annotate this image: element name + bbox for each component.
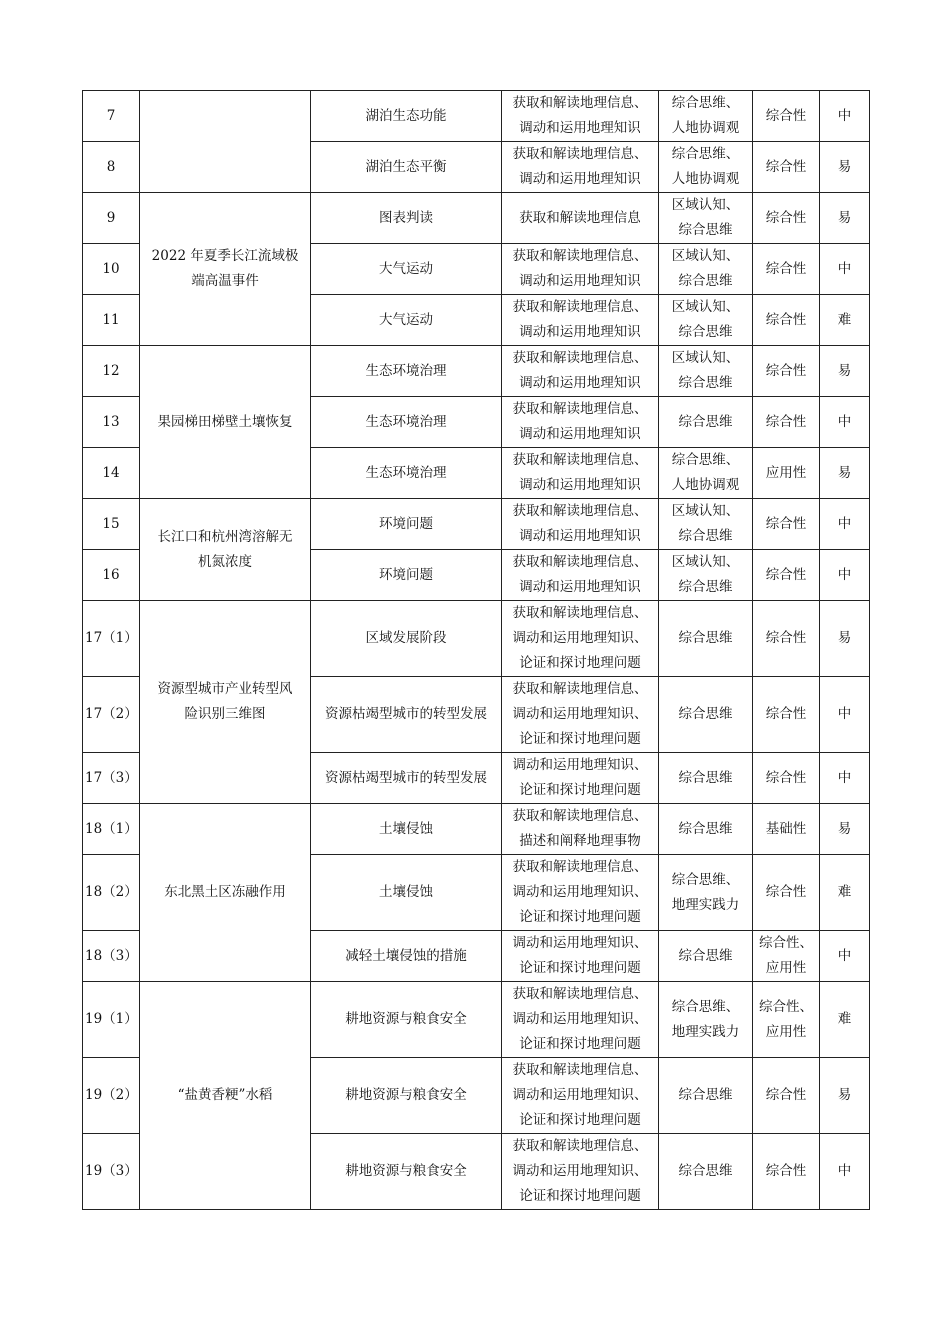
nature-cell bbox=[753, 931, 820, 982]
literacy-line: 综合思维 bbox=[678, 528, 733, 544]
table-row bbox=[83, 346, 870, 397]
question-number-cell: 18（2） bbox=[83, 855, 140, 931]
ability-line: 调动和运用地理知识 bbox=[519, 120, 641, 136]
ability-line: 调动和运用地理知识 bbox=[519, 273, 641, 289]
knowledge-topic-cell: 湖泊生态平衡 bbox=[311, 142, 502, 193]
context-cell bbox=[140, 499, 311, 601]
literacy-line: 人地协调观 bbox=[671, 120, 740, 136]
table-row bbox=[83, 193, 870, 244]
nature-line: 综合性 bbox=[765, 566, 807, 583]
table-row bbox=[83, 499, 870, 550]
knowledge-topic-cell: 环境问题 bbox=[311, 550, 502, 601]
ability-cell bbox=[502, 91, 659, 142]
difficulty-cell: 中 bbox=[820, 677, 870, 753]
question-number-cell: 15 bbox=[83, 499, 140, 550]
question-number-cell: 12 bbox=[83, 346, 140, 397]
nature-line: 综合性 bbox=[765, 1163, 807, 1179]
ability-line: 调动和运用地理知识 bbox=[519, 528, 641, 544]
ability-cell bbox=[502, 1134, 659, 1210]
context-cell bbox=[140, 982, 311, 1210]
ability-line: 调动和运用地理知识、 bbox=[512, 884, 648, 900]
nature-line: 应用性 bbox=[765, 1023, 807, 1040]
question-number-cell: 8 bbox=[83, 142, 140, 193]
context-cell bbox=[140, 193, 311, 346]
literacy-cell bbox=[659, 244, 753, 295]
context-line: 端高温事件 bbox=[191, 273, 259, 289]
literacy-line: 综合思维、 bbox=[671, 95, 740, 111]
knowledge-topic-cell: 大气运动 bbox=[311, 295, 502, 346]
literacy-cell bbox=[659, 295, 753, 346]
context-line: 2022 年夏季长江流域极 bbox=[151, 248, 299, 264]
nature-cell bbox=[753, 982, 820, 1058]
nature-line: 综合性 bbox=[765, 158, 807, 175]
difficulty-cell: 易 bbox=[820, 601, 870, 677]
ability-line: 获取和解读地理信息、 bbox=[512, 248, 648, 264]
nature-line: 综合性 bbox=[765, 107, 807, 124]
nature-line: 综合性 bbox=[765, 362, 807, 379]
nature-line: 综合性 bbox=[765, 769, 807, 786]
ability-line: 获取和解读地理信息、 bbox=[512, 95, 648, 111]
question-number-cell: 9 bbox=[83, 193, 140, 244]
ability-line: 调动和运用地理知识 bbox=[519, 477, 641, 493]
ability-line: 论证和探讨地理问题 bbox=[519, 655, 641, 671]
ability-line: 论证和探讨地理问题 bbox=[519, 960, 641, 976]
nature-cell bbox=[753, 448, 820, 499]
knowledge-topic-cell: 区域发展阶段 bbox=[311, 601, 502, 677]
knowledge-topic-cell: 生态环境治理 bbox=[311, 448, 502, 499]
nature-line: 综合性 bbox=[765, 884, 807, 900]
ability-line: 获取和解读地理信息、 bbox=[512, 554, 648, 570]
ability-line: 获取和解读地理信息、 bbox=[512, 350, 648, 366]
knowledge-topic-cell: 资源枯竭型城市的转型发展 bbox=[311, 677, 502, 753]
ability-line: 获取和解读地理信息、 bbox=[512, 605, 648, 621]
literacy-line: 人地协调观 bbox=[671, 477, 740, 493]
ability-cell bbox=[502, 346, 659, 397]
difficulty-cell: 中 bbox=[820, 1134, 870, 1210]
knowledge-topic-cell: 图表判读 bbox=[311, 193, 502, 244]
ability-line: 获取和解读地理信息、 bbox=[512, 1138, 648, 1154]
nature-cell bbox=[753, 499, 820, 550]
question-analysis-table bbox=[82, 90, 870, 1210]
nature-cell bbox=[753, 91, 820, 142]
nature-line: 综合性 bbox=[765, 260, 807, 277]
literacy-line: 区域认知、 bbox=[671, 503, 740, 519]
knowledge-topic-cell: 耕地资源与粮食安全 bbox=[311, 1058, 502, 1134]
literacy-cell bbox=[659, 448, 753, 499]
difficulty-cell: 中 bbox=[820, 91, 870, 142]
knowledge-topic-cell: 湖泊生态功能 bbox=[311, 91, 502, 142]
ability-line: 调动和运用地理知识 bbox=[519, 324, 641, 340]
difficulty-cell: 易 bbox=[820, 193, 870, 244]
ability-line: 获取和解读地理信息 bbox=[519, 209, 641, 226]
ability-line: 论证和探讨地理问题 bbox=[519, 1188, 641, 1204]
literacy-line: 综合思维 bbox=[678, 820, 733, 837]
nature-cell bbox=[753, 193, 820, 244]
ability-line: 调动和运用地理知识、 bbox=[512, 1163, 648, 1179]
nature-line: 综合性 bbox=[765, 413, 807, 430]
literacy-line: 区域认知、 bbox=[671, 248, 740, 264]
literacy-line: 综合思维 bbox=[678, 947, 733, 964]
context-line: “盐黄香粳”水稻 bbox=[177, 1087, 273, 1103]
literacy-line: 综合思维、 bbox=[671, 452, 740, 468]
literacy-line: 地理实践力 bbox=[671, 896, 740, 913]
question-number-cell: 17（1） bbox=[83, 601, 140, 677]
ability-cell bbox=[502, 601, 659, 677]
ability-cell bbox=[502, 193, 659, 244]
nature-cell bbox=[753, 855, 820, 931]
nature-line: 综合性 bbox=[765, 630, 807, 646]
literacy-line: 综合思维 bbox=[678, 324, 733, 340]
literacy-cell bbox=[659, 855, 753, 931]
literacy-line: 综合思维 bbox=[678, 579, 733, 595]
literacy-line: 综合思维、 bbox=[671, 146, 740, 162]
question-number-cell: 13 bbox=[83, 397, 140, 448]
knowledge-topic-cell: 环境问题 bbox=[311, 499, 502, 550]
knowledge-topic-cell: 生态环境治理 bbox=[311, 397, 502, 448]
table-row bbox=[83, 601, 870, 677]
ability-line: 调动和运用地理知识、 bbox=[512, 706, 648, 722]
literacy-cell bbox=[659, 804, 753, 855]
literacy-cell bbox=[659, 550, 753, 601]
literacy-cell bbox=[659, 397, 753, 448]
difficulty-cell: 易 bbox=[820, 346, 870, 397]
literacy-line: 综合思维、 bbox=[671, 871, 740, 888]
nature-cell bbox=[753, 550, 820, 601]
ability-line: 获取和解读地理信息、 bbox=[512, 146, 648, 162]
ability-line: 获取和解读地理信息、 bbox=[512, 503, 648, 519]
literacy-line: 综合思维 bbox=[678, 375, 733, 391]
ability-cell bbox=[502, 499, 659, 550]
nature-line: 综合性 bbox=[765, 311, 807, 328]
ability-line: 调动和运用地理知识、 bbox=[512, 630, 648, 646]
literacy-cell bbox=[659, 982, 753, 1058]
difficulty-cell: 中 bbox=[820, 244, 870, 295]
context-cell bbox=[140, 804, 311, 982]
ability-cell bbox=[502, 982, 659, 1058]
nature-line: 应用性 bbox=[765, 960, 807, 976]
ability-line: 调动和运用地理知识 bbox=[519, 579, 641, 595]
context-cell bbox=[140, 346, 311, 499]
literacy-line: 综合思维 bbox=[678, 273, 733, 289]
ability-line: 论证和探讨地理问题 bbox=[519, 782, 641, 798]
ability-cell bbox=[502, 550, 659, 601]
context-line: 机氮浓度 bbox=[198, 553, 252, 570]
nature-cell bbox=[753, 346, 820, 397]
difficulty-cell: 难 bbox=[820, 982, 870, 1058]
ability-cell bbox=[502, 804, 659, 855]
ability-cell bbox=[502, 931, 659, 982]
nature-cell bbox=[753, 142, 820, 193]
ability-line: 论证和探讨地理问题 bbox=[519, 1112, 641, 1128]
literacy-cell bbox=[659, 601, 753, 677]
ability-line: 获取和解读地理信息、 bbox=[512, 452, 648, 468]
difficulty-cell: 易 bbox=[820, 1058, 870, 1134]
literacy-cell bbox=[659, 677, 753, 753]
nature-cell bbox=[753, 295, 820, 346]
literacy-line: 综合思维 bbox=[678, 706, 733, 722]
ability-line: 论证和探讨地理问题 bbox=[519, 731, 641, 747]
ability-line: 获取和解读地理信息、 bbox=[512, 401, 648, 417]
question-number-cell: 7 bbox=[83, 91, 140, 142]
nature-cell bbox=[753, 397, 820, 448]
ability-line: 论证和探讨地理问题 bbox=[519, 1036, 641, 1052]
nature-line: 应用性 bbox=[765, 464, 807, 481]
knowledge-topic-cell: 耕地资源与粮食安全 bbox=[311, 1134, 502, 1210]
ability-line: 调动和运用地理知识、 bbox=[512, 1087, 648, 1103]
ability-cell bbox=[502, 142, 659, 193]
ability-cell bbox=[502, 1058, 659, 1134]
literacy-line: 综合思维 bbox=[678, 1163, 733, 1179]
context-cell bbox=[140, 601, 311, 804]
context-cell bbox=[140, 91, 311, 193]
literacy-cell bbox=[659, 931, 753, 982]
question-number-cell: 17（3） bbox=[83, 753, 140, 804]
context-line: 东北黑土区冻融作用 bbox=[164, 884, 286, 900]
literacy-cell bbox=[659, 91, 753, 142]
question-number-cell: 19（3） bbox=[83, 1134, 140, 1210]
knowledge-topic-cell: 大气运动 bbox=[311, 244, 502, 295]
literacy-line: 综合思维 bbox=[678, 769, 733, 786]
ability-line: 获取和解读地理信息、 bbox=[512, 808, 648, 824]
ability-line: 描述和阐释地理事物 bbox=[519, 833, 641, 849]
ability-line: 调动和运用地理知识、 bbox=[512, 935, 648, 951]
literacy-line: 综合思维 bbox=[678, 413, 733, 430]
ability-cell bbox=[502, 855, 659, 931]
literacy-line: 区域认知、 bbox=[671, 554, 740, 570]
difficulty-cell: 中 bbox=[820, 753, 870, 804]
table-row bbox=[83, 91, 870, 142]
literacy-line: 人地协调观 bbox=[671, 171, 740, 187]
difficulty-cell: 中 bbox=[820, 550, 870, 601]
ability-line: 调动和运用地理知识、 bbox=[512, 757, 648, 773]
knowledge-topic-cell: 资源枯竭型城市的转型发展 bbox=[311, 753, 502, 804]
nature-cell bbox=[753, 1134, 820, 1210]
question-number-cell: 19（1） bbox=[83, 982, 140, 1058]
ability-cell bbox=[502, 397, 659, 448]
context-line: 险识别三维图 bbox=[184, 706, 266, 722]
context-line: 长江口和杭州湾溶解无 bbox=[157, 528, 293, 545]
literacy-cell bbox=[659, 193, 753, 244]
nature-cell bbox=[753, 677, 820, 753]
nature-cell bbox=[753, 601, 820, 677]
difficulty-cell: 易 bbox=[820, 142, 870, 193]
literacy-cell bbox=[659, 1134, 753, 1210]
difficulty-cell: 易 bbox=[820, 804, 870, 855]
question-number-cell: 19（2） bbox=[83, 1058, 140, 1134]
ability-line: 获取和解读地理信息、 bbox=[512, 1062, 648, 1078]
difficulty-cell: 易 bbox=[820, 448, 870, 499]
ability-line: 调动和运用地理知识 bbox=[519, 426, 641, 442]
nature-line: 综合性、 bbox=[759, 998, 813, 1015]
difficulty-cell: 中 bbox=[820, 499, 870, 550]
knowledge-topic-cell: 土壤侵蚀 bbox=[311, 855, 502, 931]
question-number-cell: 10 bbox=[83, 244, 140, 295]
question-number-cell: 18（1） bbox=[83, 804, 140, 855]
ability-line: 获取和解读地理信息、 bbox=[512, 859, 648, 875]
knowledge-topic-cell: 生态环境治理 bbox=[311, 346, 502, 397]
question-number-cell: 16 bbox=[83, 550, 140, 601]
difficulty-cell: 难 bbox=[820, 855, 870, 931]
knowledge-topic-cell: 耕地资源与粮食安全 bbox=[311, 982, 502, 1058]
ability-cell bbox=[502, 244, 659, 295]
ability-line: 获取和解读地理信息、 bbox=[512, 299, 648, 315]
literacy-line: 综合思维 bbox=[678, 222, 733, 238]
ability-line: 获取和解读地理信息、 bbox=[512, 681, 648, 697]
nature-line: 综合性 bbox=[765, 209, 807, 226]
nature-line: 综合性、 bbox=[759, 935, 813, 951]
ability-line: 调动和运用地理知识 bbox=[519, 171, 641, 187]
literacy-cell bbox=[659, 753, 753, 804]
ability-cell bbox=[502, 295, 659, 346]
nature-line: 基础性 bbox=[765, 820, 807, 837]
ability-line: 获取和解读地理信息、 bbox=[512, 986, 648, 1002]
question-number-cell: 17（2） bbox=[83, 677, 140, 753]
difficulty-cell: 中 bbox=[820, 931, 870, 982]
table-row bbox=[83, 982, 870, 1058]
literacy-cell bbox=[659, 142, 753, 193]
context-line: 果园梯田梯壁土壤恢复 bbox=[157, 413, 293, 430]
nature-line: 综合性 bbox=[765, 1087, 807, 1103]
question-number-cell: 18（3） bbox=[83, 931, 140, 982]
knowledge-topic-cell: 土壤侵蚀 bbox=[311, 804, 502, 855]
difficulty-cell: 难 bbox=[820, 295, 870, 346]
nature-cell bbox=[753, 244, 820, 295]
nature-line: 综合性 bbox=[765, 515, 807, 532]
ability-cell bbox=[502, 448, 659, 499]
literacy-cell bbox=[659, 1058, 753, 1134]
question-number-cell: 11 bbox=[83, 295, 140, 346]
table-row bbox=[83, 804, 870, 855]
nature-cell bbox=[753, 1058, 820, 1134]
literacy-line: 综合思维 bbox=[678, 630, 733, 646]
ability-cell bbox=[502, 753, 659, 804]
nature-line: 综合性 bbox=[765, 706, 807, 722]
literacy-cell bbox=[659, 346, 753, 397]
difficulty-cell: 中 bbox=[820, 397, 870, 448]
literacy-cell bbox=[659, 499, 753, 550]
ability-line: 调动和运用地理知识 bbox=[519, 375, 641, 391]
ability-line: 论证和探讨地理问题 bbox=[519, 909, 641, 925]
nature-cell bbox=[753, 804, 820, 855]
literacy-line: 综合思维、 bbox=[671, 998, 740, 1015]
literacy-line: 区域认知、 bbox=[671, 197, 740, 213]
context-line: 资源型城市产业转型风 bbox=[157, 681, 293, 697]
literacy-line: 综合思维 bbox=[678, 1087, 733, 1103]
literacy-line: 地理实践力 bbox=[671, 1023, 740, 1040]
nature-cell bbox=[753, 753, 820, 804]
literacy-line: 区域认知、 bbox=[671, 350, 740, 366]
literacy-line: 区域认知、 bbox=[671, 299, 740, 315]
ability-cell bbox=[502, 677, 659, 753]
ability-line: 调动和运用地理知识、 bbox=[512, 1011, 648, 1027]
knowledge-topic-cell: 减轻土壤侵蚀的措施 bbox=[311, 931, 502, 982]
question-number-cell: 14 bbox=[83, 448, 140, 499]
